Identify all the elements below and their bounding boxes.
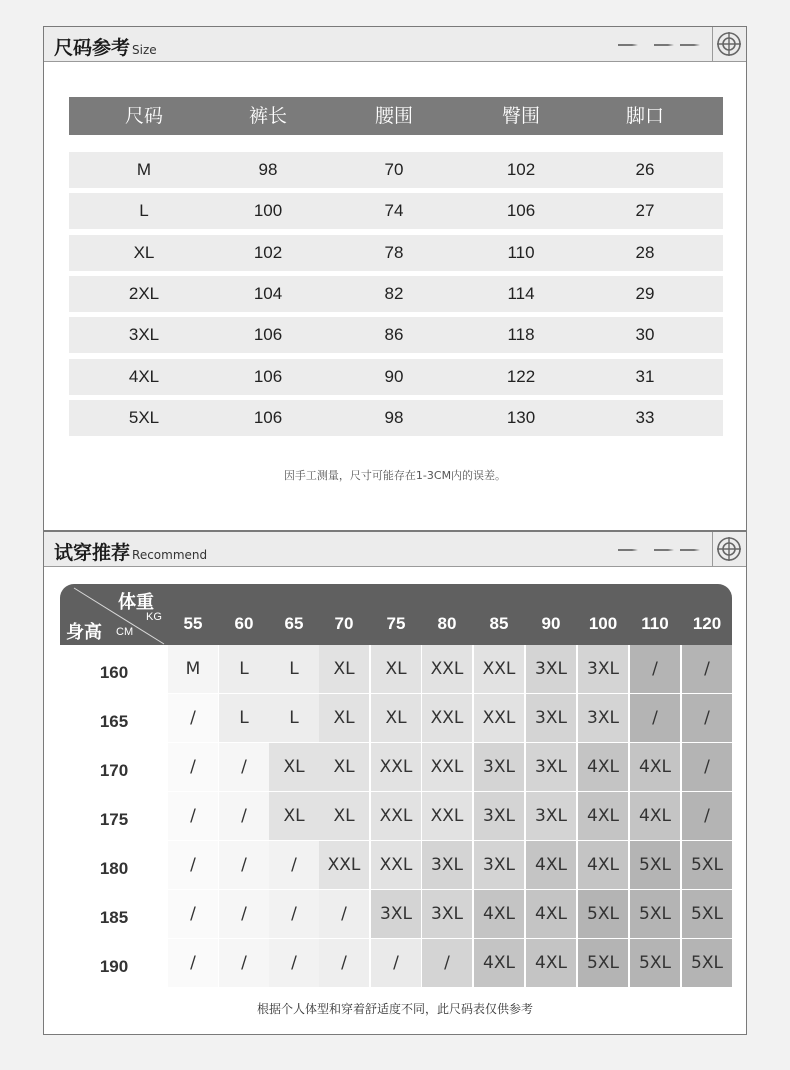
size-recommendation-cell: 5XL — [682, 841, 733, 890]
size-recommendation-cell: XXL — [474, 645, 525, 694]
size-recommendation-cell: / — [682, 645, 733, 694]
size-table-cell: L — [139, 201, 149, 221]
size-recommendation-cell: 5XL — [630, 841, 681, 890]
size-recommendation-cell: 4XL — [578, 743, 629, 792]
arrows-icon — [618, 42, 702, 48]
size-recommendation-cell: XXL — [371, 792, 422, 841]
size-recommendation-cell: XXL — [422, 645, 473, 694]
height-row-label: 175 — [60, 792, 168, 841]
weight-column-header: 110 — [641, 614, 669, 633]
size-recommendation-cell: L — [269, 694, 320, 743]
size-recommendation-cell: 3XL — [371, 890, 422, 939]
weight-column-header: 70 — [334, 614, 354, 633]
size-recommendation-cell: 4XL — [630, 743, 681, 792]
size-recommendation-cell: / — [682, 694, 733, 743]
height-row-label: 185 — [60, 890, 168, 939]
weight-unit: KG — [146, 611, 162, 623]
size-recommendation-cell: / — [219, 743, 270, 792]
size-recommendation-cell: XL — [319, 743, 370, 792]
weight-label: 体重 — [118, 592, 154, 613]
size-table-cell: 118 — [507, 325, 535, 345]
size-recommendation-cell: 4XL — [526, 890, 577, 939]
size-section-title — [54, 33, 157, 60]
size-recommendation-cell: 5XL — [682, 890, 733, 939]
size-recommendation-cell: / — [168, 743, 219, 792]
size-recommendation-cell: / — [319, 890, 370, 939]
size-table-row — [69, 276, 723, 312]
size-recommendation-cell: / — [682, 743, 733, 792]
size-table-cell: 102 — [506, 160, 536, 179]
size-recommendation-cell: 4XL — [526, 841, 577, 890]
recommend-subtitle-text: Recommend — [132, 548, 208, 562]
size-col-header: 脚口 — [625, 105, 664, 127]
size-table-cell: 33 — [635, 407, 655, 427]
recommend-grid-header — [60, 584, 732, 645]
size-recommendation-cell: / — [269, 890, 320, 939]
size-table-cell: 130 — [506, 407, 536, 427]
size-col-header: 尺码 — [124, 105, 163, 127]
size-recommendation-cell: 3XL — [422, 841, 473, 890]
weight-column-header: 55 — [183, 614, 203, 633]
size-table-cell: 100 — [253, 201, 283, 221]
size-recommendation-cell: 4XL — [578, 792, 629, 841]
weight-column-header: 75 — [386, 614, 406, 633]
size-table-cell: 106 — [506, 201, 536, 221]
recommend-panel — [43, 531, 747, 1035]
size-table-header — [69, 97, 723, 135]
size-table-cell: 98 — [258, 160, 278, 179]
size-recommendation-cell: / — [168, 939, 219, 988]
size-recommendation-cell: XL — [319, 645, 370, 694]
size-recommendation-cell: XL — [371, 645, 422, 694]
weight-column-header: 85 — [489, 614, 509, 633]
size-table-cell: 104 — [253, 283, 283, 303]
size-table-cell: 98 — [384, 407, 404, 427]
size-table-row — [69, 152, 723, 188]
size-table-row — [69, 400, 723, 436]
size-recommendation-cell: XXL — [474, 694, 525, 743]
size-recommendation-cell: 4XL — [526, 939, 577, 988]
recommend-section-header — [44, 532, 746, 567]
height-unit: CM — [116, 626, 134, 638]
size-recommendation-cell: / — [422, 939, 473, 988]
size-recommendation-cell: / — [319, 939, 370, 988]
size-table-cell: 3XL — [128, 325, 160, 345]
size-table-cell: 90 — [384, 366, 404, 386]
size-table-cell: 27 — [635, 201, 655, 221]
recommend-grid — [60, 584, 732, 986]
size-table-cell: 2XL — [128, 283, 160, 303]
header-divider — [712, 532, 713, 566]
size-recommendation-cell: 4XL — [630, 792, 681, 841]
size-recommendation-cell: / — [168, 792, 219, 841]
height-label: 身高 — [66, 622, 102, 643]
weight-column-header: 80 — [437, 614, 457, 633]
size-table-cell: 30 — [635, 325, 655, 345]
size-recommendation-cell: / — [630, 694, 681, 743]
size-recommendation-cell: L — [219, 645, 270, 694]
size-recommendation-cell: XL — [269, 792, 320, 841]
size-table-row — [69, 193, 723, 229]
size-recommendation-cell: 4XL — [578, 841, 629, 890]
size-table-cell: 106 — [253, 366, 283, 386]
height-row-label: 180 — [60, 841, 168, 890]
size-recommendation-cell: / — [371, 939, 422, 988]
size-table-cell: 5XL — [128, 407, 160, 427]
size-recommendation-cell: / — [168, 890, 219, 939]
size-table-cell: 26 — [635, 160, 655, 179]
size-recommendation-cell: 4XL — [474, 939, 525, 988]
size-recommendation-cell: / — [168, 694, 219, 743]
size-recommendation-cell: 3XL — [526, 645, 577, 694]
size-recommendation-cell: 3XL — [526, 792, 577, 841]
weight-column-header: 65 — [284, 614, 304, 633]
size-recommendation-cell: 3XL — [474, 743, 525, 792]
recommend-note: 根据个人体型和穿着舒适度不同，此尺码表仅供参考 — [256, 1002, 533, 1016]
size-recommendation-cell: XL — [371, 694, 422, 743]
size-table-cell: 102 — [253, 242, 283, 262]
size-table-cell: 28 — [635, 242, 655, 262]
size-recommendation-cell: / — [630, 645, 681, 694]
size-recommendation-cell: / — [682, 792, 733, 841]
header-divider — [712, 27, 713, 61]
size-recommendation-cell: 5XL — [630, 939, 681, 988]
size-table-row — [69, 235, 723, 271]
size-table-cell: 4XL — [128, 366, 160, 386]
size-recommendation-cell: / — [219, 939, 270, 988]
size-table-cell: 106 — [253, 407, 283, 427]
height-row-label: 170 — [60, 743, 168, 792]
size-recommendation-cell: 3XL — [578, 645, 629, 694]
size-recommendation-cell: XXL — [371, 841, 422, 890]
size-recommendation-cell: / — [269, 939, 320, 988]
height-row-label: 190 — [60, 939, 168, 988]
size-recommendation-cell: M — [168, 645, 219, 694]
recommend-section-title — [54, 538, 207, 565]
size-recommendation-cell: XL — [269, 743, 320, 792]
size-section-header — [44, 27, 746, 62]
height-row-label: 160 — [60, 645, 168, 694]
size-col-header: 臀围 — [501, 105, 540, 127]
size-col-header: 裤长 — [248, 105, 287, 127]
size-recommendation-cell: 5XL — [682, 939, 733, 988]
size-recommendation-cell: 3XL — [474, 792, 525, 841]
size-title-text: 尺码参考 — [54, 37, 131, 59]
size-table-cell: 29 — [635, 283, 655, 303]
size-recommendation-cell: XL — [319, 694, 370, 743]
weight-column-header: 100 — [588, 614, 618, 633]
size-recommendation-cell: XXL — [422, 792, 473, 841]
weight-column-header: 90 — [541, 614, 561, 633]
size-recommendation-cell: 5XL — [630, 890, 681, 939]
size-note: 因手工测量，尺寸可能存在1-3CM内的误差。 — [283, 469, 507, 482]
size-panel — [43, 26, 747, 531]
size-col-header: 腰围 — [374, 105, 413, 127]
arrows-icon — [618, 547, 702, 553]
size-recommendation-cell: 5XL — [578, 939, 629, 988]
size-table-cell: 82 — [384, 283, 404, 303]
size-table-cell: 78 — [384, 242, 404, 262]
crosshair-icon — [716, 31, 742, 57]
size-table-cell: 122 — [506, 366, 536, 386]
size-recommendation-cell: / — [269, 841, 320, 890]
size-recommendation-cell: 4XL — [474, 890, 525, 939]
size-table-cell: 86 — [384, 325, 404, 345]
size-table-cell: 74 — [384, 201, 404, 221]
size-recommendation-cell: L — [269, 645, 320, 694]
size-table-cell: XL — [133, 242, 155, 262]
size-recommendation-cell: 3XL — [578, 694, 629, 743]
size-recommendation-cell: / — [219, 890, 270, 939]
weight-column-header: 60 — [234, 614, 254, 633]
size-table-cell: 31 — [635, 366, 655, 386]
crosshair-icon — [716, 536, 742, 562]
size-recommendation-cell: XXL — [422, 694, 473, 743]
size-recommendation-cell: 3XL — [474, 841, 525, 890]
size-table-cell: 106 — [253, 325, 283, 345]
weight-column-header: 120 — [692, 614, 722, 633]
size-recommendation-cell: / — [219, 792, 270, 841]
size-recommendation-cell: 3XL — [526, 743, 577, 792]
size-table-cell: 70 — [384, 160, 404, 179]
size-recommendation-cell: 3XL — [526, 694, 577, 743]
size-recommendation-cell: XXL — [422, 743, 473, 792]
size-recommendation-cell: / — [168, 841, 219, 890]
size-table-row — [69, 359, 723, 395]
size-recommendation-cell: 3XL — [422, 890, 473, 939]
size-recommendation-cell: 5XL — [578, 890, 629, 939]
size-subtitle-text: Size — [132, 43, 157, 57]
size-table-cell: M — [136, 160, 152, 179]
size-recommendation-cell: XXL — [319, 841, 370, 890]
size-recommendation-cell: XL — [319, 792, 370, 841]
size-recommendation-cell: L — [219, 694, 270, 743]
size-table-row — [69, 317, 723, 353]
size-recommendation-cell: XXL — [371, 743, 422, 792]
height-row-label: 165 — [60, 694, 168, 743]
size-recommendation-cell: / — [219, 841, 270, 890]
size-table-cell: 110 — [507, 242, 535, 262]
size-table-cell: 114 — [507, 283, 535, 303]
recommend-title-text: 试穿推荐 — [54, 542, 131, 564]
